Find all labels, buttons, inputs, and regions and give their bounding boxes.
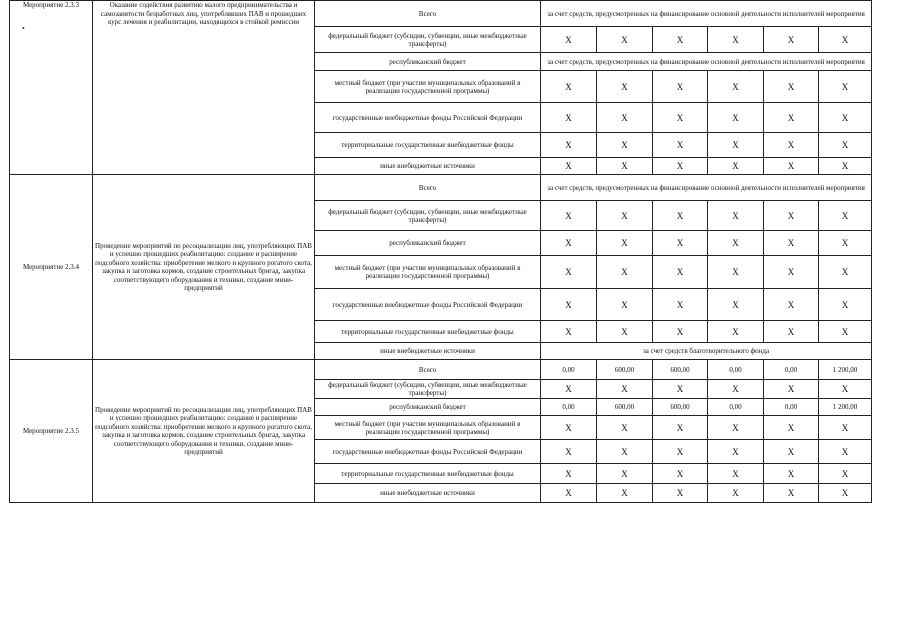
- funding-value: Х: [764, 289, 819, 321]
- funding-value: Х: [819, 158, 872, 175]
- funding-value: Х: [541, 416, 597, 440]
- funding-value: Х: [708, 231, 764, 256]
- funding-value: Х: [708, 27, 764, 53]
- table-row: [10, 1, 872, 27]
- funding-value: 0,00: [764, 360, 819, 380]
- funding-value: Х: [764, 380, 819, 399]
- funding-value: Х: [764, 321, 819, 343]
- measure-code: Мероприятие 2.3.4: [10, 175, 93, 360]
- funding-note: за счет средств, предусмотренных на финансирование основной деятельности исполнителей мероприятия: [541, 1, 872, 27]
- funding-value: Х: [764, 416, 819, 440]
- funding-value: Х: [653, 201, 708, 231]
- funding-value: Х: [764, 464, 819, 484]
- funding-value: Х: [819, 289, 872, 321]
- funding-value: Х: [764, 231, 819, 256]
- funding-value: Х: [819, 231, 872, 256]
- funding-source: местный бюджет (при участии муниципальных образований в реализации государственной программы): [315, 256, 541, 289]
- funding-value: Х: [541, 321, 597, 343]
- measure-description: Оказание содействия развитию малого предпринимательства и самозанятости безработных лиц, употреблявших ПАВ и прошедших курс лечения и реабилитации, находящихся в стойкой ремиссии: [93, 1, 315, 175]
- funding-value: 0,00: [541, 399, 597, 416]
- funding-value: Х: [819, 464, 872, 484]
- funding-value: Х: [541, 133, 597, 158]
- funding-value: Х: [708, 103, 764, 133]
- funding-value: Х: [541, 27, 597, 53]
- funding-value: Х: [708, 158, 764, 175]
- funding-source: иные внебюджетные источники: [315, 484, 541, 503]
- funding-value: Х: [708, 321, 764, 343]
- funding-value: 1 200,00: [819, 360, 872, 380]
- funding-value: Х: [653, 416, 708, 440]
- funding-value: Х: [541, 464, 597, 484]
- funding-source: местный бюджет (при участии муниципальных образований в реализации государственной программы): [315, 71, 541, 103]
- funding-value: Х: [653, 231, 708, 256]
- funding-value: Х: [708, 201, 764, 231]
- funding-value: Х: [653, 71, 708, 103]
- funding-value: Х: [597, 321, 653, 343]
- funding-value: Х: [819, 103, 872, 133]
- funding-value: Х: [541, 440, 597, 464]
- funding-value: Х: [708, 71, 764, 103]
- funding-value: Х: [764, 133, 819, 158]
- funding-value: Х: [708, 464, 764, 484]
- funding-value: Х: [541, 380, 597, 399]
- funding-source: федеральный бюджет (субсидии, субвенции, иные межбюджетные трансферты): [315, 201, 541, 231]
- measure-code: Мероприятие 2.3.5: [10, 360, 93, 503]
- funding-value: Х: [819, 133, 872, 158]
- funding-value: Х: [764, 27, 819, 53]
- funding-value: Х: [819, 380, 872, 399]
- funding-value: Х: [764, 484, 819, 503]
- funding-value: Х: [541, 103, 597, 133]
- funding-value: Х: [653, 440, 708, 464]
- funding-value: Х: [597, 289, 653, 321]
- funding-source: местный бюджет (при участии муниципальных образований в реализации государственной программы): [315, 416, 541, 440]
- funding-value: Х: [541, 201, 597, 231]
- funding-note: за счет средств благотворительного фонда: [541, 343, 872, 360]
- funding-value: Х: [541, 256, 597, 289]
- funding-value: Х: [819, 256, 872, 289]
- funding-value: Х: [653, 321, 708, 343]
- funding-value: Х: [541, 484, 597, 503]
- funding-value: Х: [597, 103, 653, 133]
- funding-source: республиканский бюджет: [315, 231, 541, 256]
- funding-value: 0,00: [764, 399, 819, 416]
- funding-source: территориальные государственные внебюджетные фонды: [315, 133, 541, 158]
- funding-note: за счет средств, предусмотренных на финансирование основной деятельности исполнителей мероприятия: [541, 53, 872, 71]
- funding-source: Всего: [315, 1, 541, 27]
- table-row: [10, 360, 872, 380]
- funding-value: Х: [819, 416, 872, 440]
- funding-value: Х: [653, 464, 708, 484]
- funding-value: 600,00: [597, 360, 653, 380]
- funding-value: Х: [597, 158, 653, 175]
- funding-value: Х: [764, 201, 819, 231]
- funding-source: государственные внебюджетные фонды Российской Федерации: [315, 289, 541, 321]
- funding-value: 0,00: [708, 399, 764, 416]
- funding-source: федеральный бюджет (субсидии, субвенции, иные межбюджетные трансферты): [315, 380, 541, 399]
- funding-value: Х: [653, 380, 708, 399]
- funding-value: Х: [653, 256, 708, 289]
- funding-value: Х: [597, 416, 653, 440]
- funding-value: Х: [819, 27, 872, 53]
- funding-value: Х: [764, 440, 819, 464]
- financing-table: [9, 0, 872, 503]
- funding-value: Х: [819, 201, 872, 231]
- funding-source: иные внебюджетные источники: [315, 343, 541, 360]
- funding-value: 0,00: [541, 360, 597, 380]
- funding-value: Х: [597, 484, 653, 503]
- funding-source: Всего: [315, 175, 541, 201]
- funding-source: республиканский бюджет: [315, 53, 541, 71]
- funding-value: Х: [708, 256, 764, 289]
- funding-value: Х: [764, 256, 819, 289]
- funding-value: Х: [597, 71, 653, 103]
- funding-value: Х: [764, 103, 819, 133]
- funding-value: Х: [541, 289, 597, 321]
- funding-value: 0,00: [708, 360, 764, 380]
- funding-source: Всего: [315, 360, 541, 380]
- funding-value: 600,00: [653, 399, 708, 416]
- scan-dot: •: [22, 24, 25, 33]
- funding-value: Х: [819, 484, 872, 503]
- funding-value: Х: [541, 231, 597, 256]
- funding-value: Х: [597, 440, 653, 464]
- funding-value: Х: [597, 464, 653, 484]
- funding-source: территориальные государственные внебюджетные фонды: [315, 464, 541, 484]
- funding-value: Х: [819, 321, 872, 343]
- funding-value: Х: [597, 133, 653, 158]
- funding-source: государственные внебюджетные фонды Российской Федерации: [315, 103, 541, 133]
- funding-value: 1 200,00: [819, 399, 872, 416]
- funding-value: Х: [708, 484, 764, 503]
- funding-source: территориальные государственные внебюджетные фонды: [315, 321, 541, 343]
- funding-value: Х: [708, 133, 764, 158]
- funding-value: Х: [708, 289, 764, 321]
- funding-value: Х: [819, 71, 872, 103]
- funding-source: федеральный бюджет (субсидии, субвенции, иные межбюджетные трансферты): [315, 27, 541, 53]
- funding-source: иные внебюджетные источники: [315, 158, 541, 175]
- funding-value: Х: [653, 158, 708, 175]
- funding-value: Х: [653, 133, 708, 158]
- funding-value: Х: [541, 71, 597, 103]
- funding-value: Х: [653, 484, 708, 503]
- funding-value: Х: [708, 416, 764, 440]
- funding-value: Х: [708, 440, 764, 464]
- funding-value: 600,00: [653, 360, 708, 380]
- funding-source: государственные внебюджетные фонды Российской Федерации: [315, 440, 541, 464]
- funding-value: Х: [819, 440, 872, 464]
- funding-value: Х: [764, 71, 819, 103]
- measure-description: Проведение мероприятий по ресоциализации лиц, употребляющих ПАВ и успешно прошедших реабилитацию: создание и расширение подсобного хозяйства: приобретение мелкого и крупного рогатого скота, закупка и заготовка кормов, создание строительных бригад, закупка соответствующего оборудования и техники, создание мини-предприятий: [93, 175, 315, 360]
- funding-value: Х: [597, 231, 653, 256]
- measure-description: Проведение мероприятий по ресоциализации лиц, употребляющих ПАВ и успешно прошедших реабилитацию: создание и расширение подсобного хозяйства: приобретение мелкого и крупного рогатого скота, закупка и заготовка кормов, создание строительных бригад, закупка соответствующего оборудования и техники, создание мини-предприятий: [93, 360, 315, 503]
- funding-source: республиканский бюджет: [315, 399, 541, 416]
- funding-value: 600,00: [597, 399, 653, 416]
- funding-note: за счет средств, предусмотренных на финансирование основной деятельности исполнителей мероприятия: [541, 175, 872, 201]
- funding-value: Х: [597, 256, 653, 289]
- table-row: [10, 175, 872, 201]
- funding-value: Х: [708, 380, 764, 399]
- funding-value: Х: [653, 103, 708, 133]
- funding-value: Х: [541, 158, 597, 175]
- funding-value: Х: [653, 27, 708, 53]
- funding-value: Х: [597, 201, 653, 231]
- measure-code: Мероприятие 2.3.3: [10, 1, 93, 175]
- funding-value: Х: [653, 289, 708, 321]
- funding-value: Х: [597, 27, 653, 53]
- funding-value: Х: [764, 158, 819, 175]
- funding-value: Х: [597, 380, 653, 399]
